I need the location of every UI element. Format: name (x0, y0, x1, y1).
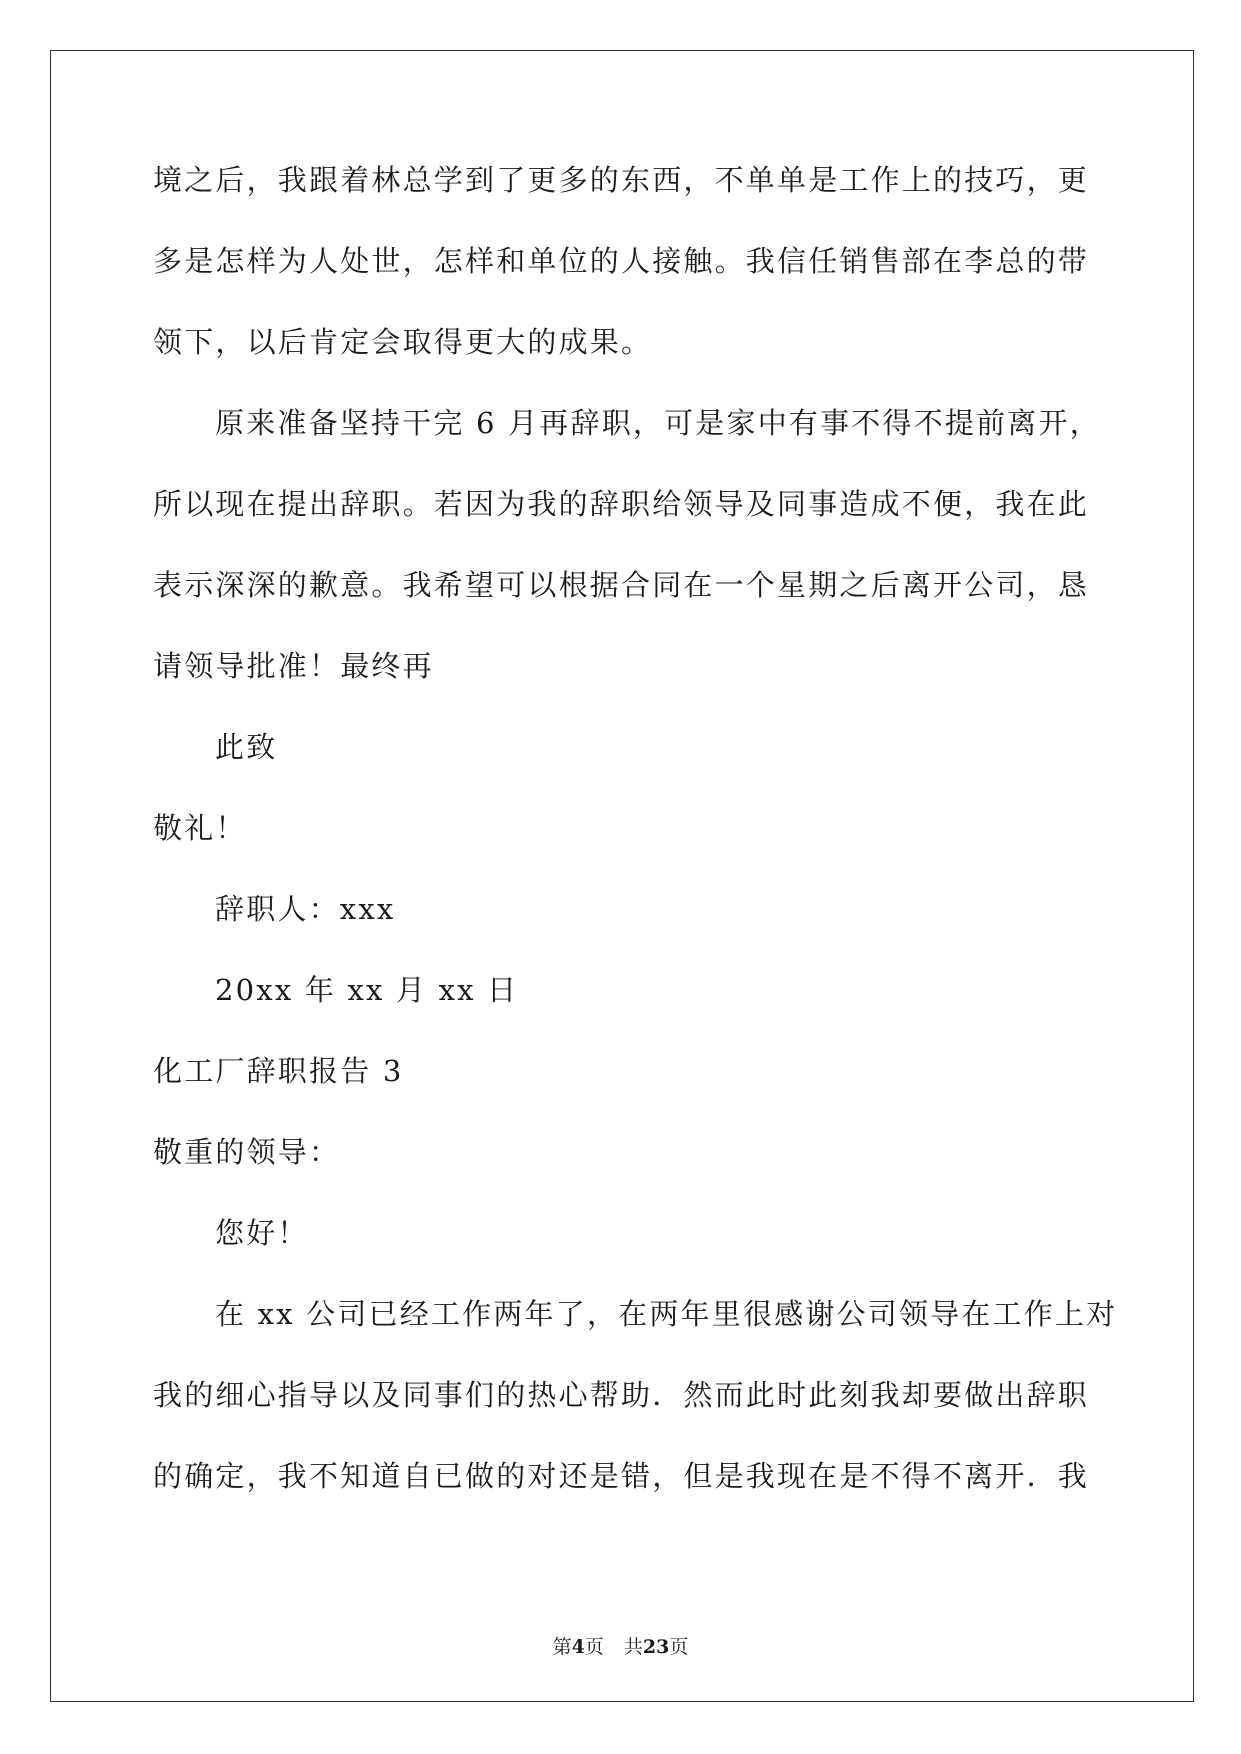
body-line: 在 xx 公司已经工作两年了，在两年里很感谢公司领导在工作上对 (215, 1297, 1118, 1331)
body-line: 我的细心指导以及同事们的热心帮助．然而此时此刻我却要做出辞职 (153, 1378, 1090, 1412)
section-title: 化工厂辞职报告 3 (153, 1054, 404, 1088)
body-line: 领下，以后肯定会取得更大的成果。 (153, 325, 653, 359)
body-line: 的确定，我不知道自已做的对还是错，但是我现在是不得不离开．我 (153, 1459, 1090, 1493)
page-number: 4 (571, 1636, 585, 1658)
body-line: 境之后，我跟着林总学到了更多的东西，不单单是工作上的技巧，更 (153, 163, 1090, 197)
body-line: 原来准备坚持干完 6 月再辞职，可是家中有事不得不提前离开， (215, 406, 1101, 440)
body-line: 所以现在提出辞职。若因为我的辞职给领导及同事造成不便，我在此 (153, 487, 1090, 521)
body-line: 请领导批准！最终再 (153, 649, 434, 683)
total-label-prefix: 共 (623, 1636, 643, 1658)
page-footer (0, 1632, 1241, 1659)
body-line: 多是怎样为人处世，怎样和单位的人接触。我信任销售部在李总的带 (153, 244, 1090, 278)
letter-salutation: 敬重的领导： (153, 1135, 341, 1169)
document-body (153, 160, 1118, 1537)
total-pages: 23 (642, 1636, 670, 1658)
signature-date: 20xx 年 xx 月 xx 日 (215, 973, 519, 1007)
closing-salutation: 此致 (215, 730, 278, 764)
body-line: 表示深深的歉意。我希望可以根据合同在一个星期之后离开公司，恳 (153, 568, 1090, 602)
total-label-suffix: 页 (669, 1636, 689, 1658)
page-label-prefix: 第 (552, 1636, 572, 1658)
signature-name: 辞职人：xxx (215, 892, 396, 926)
greeting: 您好！ (215, 1216, 309, 1250)
page-label-suffix: 页 (584, 1636, 604, 1658)
closing-regards: 敬礼！ (153, 811, 247, 845)
